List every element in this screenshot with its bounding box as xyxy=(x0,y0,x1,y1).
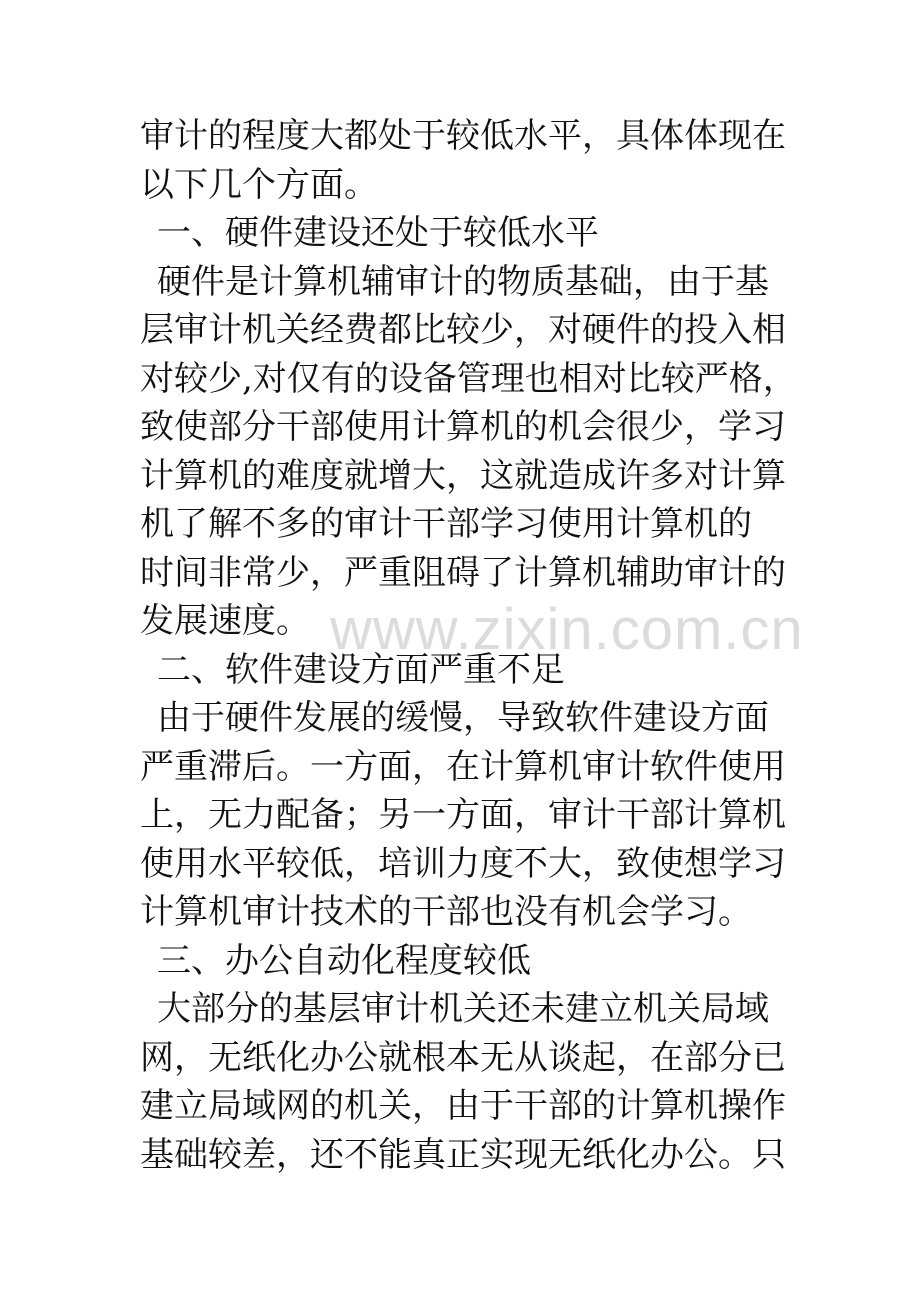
section-heading: 二、软件建设方面严重不足 xyxy=(157,649,565,690)
section-heading: 三、办公自动化程度较低 xyxy=(157,940,531,981)
text-line: 基础较差，还不能真正实现无纸化办公。只 xyxy=(140,1134,786,1175)
text-line: 致使部分干部使用计算机的机会很少，学习 xyxy=(140,407,786,447)
text-line: 计算机的难度就增大，这就造成许多对计算 xyxy=(140,455,786,496)
text-line: 大部分的基层审计机关还未建立机关局域 xyxy=(157,989,769,1029)
text-line: 层审计机关经费都比较少，对硬件的投入相 xyxy=(140,310,786,350)
text-line: 计算机审计技术的干部也没有机会学习。 xyxy=(140,892,752,932)
text-line: 网，无纸化办公就根本无从谈起，在部分已 xyxy=(140,1037,786,1078)
text-line: 使用水平较低，培训力度不大，致使想学习 xyxy=(140,843,786,884)
text-line: 审计的程度大都处于较低水平，具体体现在 xyxy=(140,116,786,156)
text-line: 对较少,对仅有的设备管理也相对比较严格， xyxy=(140,358,797,399)
section-heading: 一、硬件建设还处于较低水平 xyxy=(157,213,599,253)
text-line: 严重滞后。一方面，在计算机审计软件使用 xyxy=(140,746,786,787)
text-line: 硬件是计算机辅审计的物质基础，由于基 xyxy=(157,261,769,302)
text-line: 发展速度。 xyxy=(140,601,310,641)
text-line: 以下几个方面。 xyxy=(140,164,378,205)
watermark: www.zixin.com.cn xyxy=(330,597,804,662)
text-line: 上，无力配备；另一方面，审计干部计算机 xyxy=(140,795,786,835)
text-line: 机了解不多的审计干部学习使用计算机的 xyxy=(140,504,752,544)
text-line: 由于硬件发展的缓慢，导致软件建设方面 xyxy=(157,698,769,738)
text-line: 建立局域网的机关，由于干部的计算机操作 xyxy=(140,1086,786,1126)
body-text xyxy=(140,112,800,1179)
text-line: 时间非常少，严重阻碍了计算机辅助审计的 xyxy=(140,552,786,593)
